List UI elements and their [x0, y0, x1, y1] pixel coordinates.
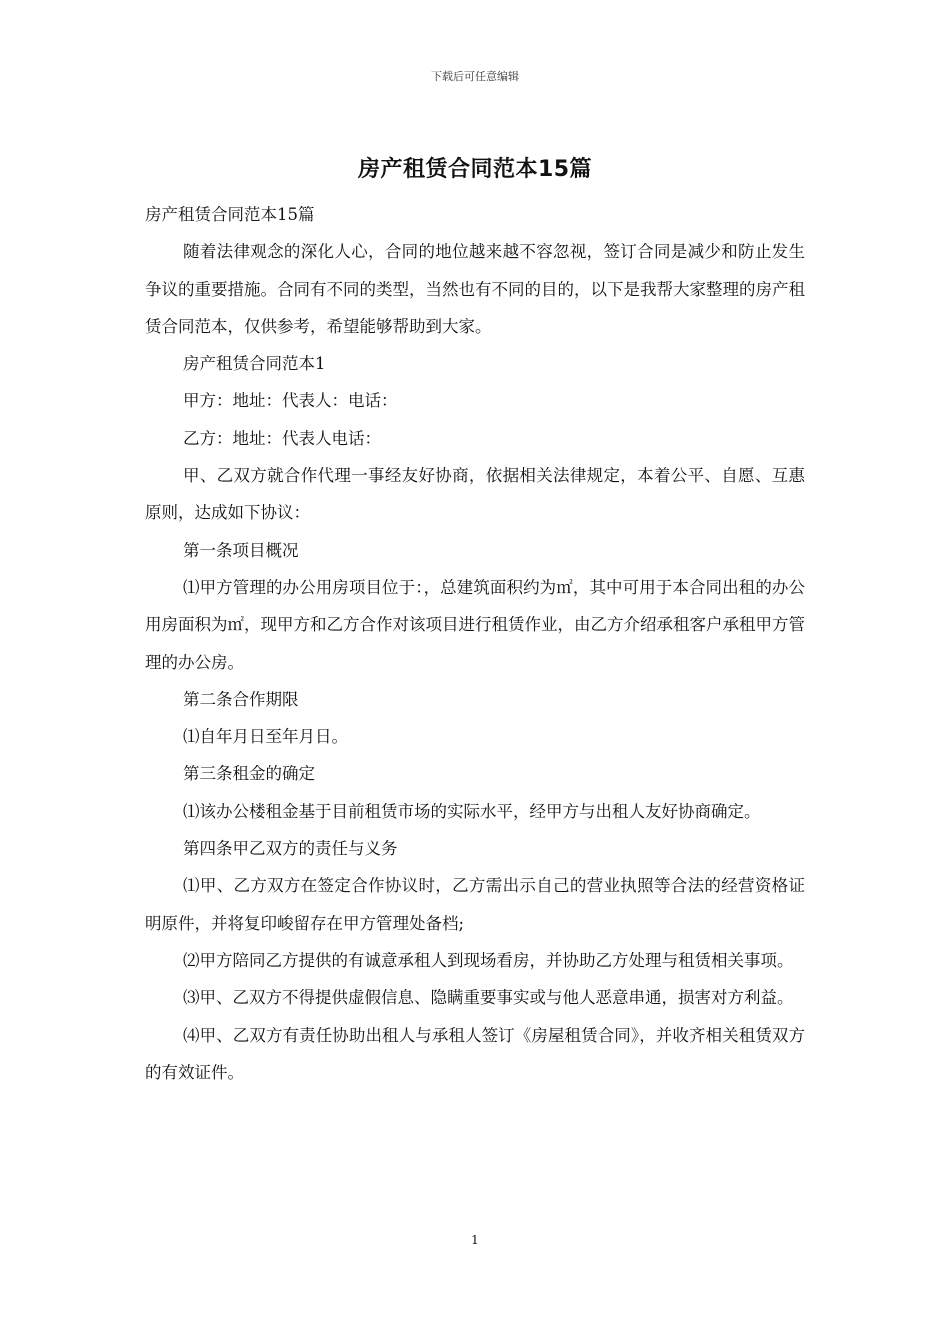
document-body: [145, 196, 805, 1091]
body-paragraph: 房产租赁合同范本1: [183, 354, 326, 374]
body-paragraph: 甲、乙双方就合作代理一事经友好协商，依据相关法律规定，本着公平、自愿、互惠原则，达成如下协议：: [145, 466, 805, 523]
body-paragraph: 第二条合作期限: [183, 689, 299, 709]
body-paragraph: ⑴该办公楼租金基于目前租赁市场的实际水平，经甲方与出租人友好协商确定。: [183, 801, 761, 821]
body-paragraph: 房产租赁合同范本15篇: [145, 205, 315, 224]
page-header-note: 下载后可任意编辑: [431, 70, 519, 83]
body-paragraph: 第四条甲乙双方的责任与义务: [183, 839, 398, 859]
body-paragraph: 第一条项目概况: [183, 540, 299, 560]
page-number: 1: [471, 1233, 479, 1247]
body-paragraph: ⑴甲、乙方双方在签定合作协议时，乙方需出示自己的营业执照等合法的经营资格证明原件，并将复印峻留存在甲方管理处备档;: [145, 876, 805, 933]
body-paragraph: 甲方：地址：代表人：电话：: [183, 391, 398, 411]
body-paragraph: ⑵甲方陪同乙方提供的有诚意承租人到现场看房，并协助乙方处理与租赁相关事项。: [183, 950, 794, 970]
body-paragraph: 乙方：地址：代表人电话：: [183, 428, 381, 448]
body-paragraph: 第三条租金的确定: [183, 764, 315, 784]
document-title: 房产租赁合同范本15篇: [357, 157, 593, 182]
body-paragraph: ⑴甲方管理的办公用房项目位于：，总建筑面积约为㎡，其中可用于本合同出租的办公用房面积为㎡，现甲方和乙方合作对该项目进行租赁作业，由乙方介绍承租客户承租甲方管理的办公房。: [145, 577, 805, 672]
body-paragraph: ⑷甲、乙双方有责任协助出租人与承租人签订《房屋租赁合同》，并收齐相关租赁双方的有效证件。: [145, 1025, 805, 1082]
body-paragraph: 随着法律观念的深化人心，合同的地位越来越不容忽视，签订合同是减少和防止发生争议的重要措施。合同有不同的类型，当然也有不同的目的，以下是我帮大家整理的房产租赁合同范本，仅供参考，希望能够帮助到大家。: [145, 242, 805, 336]
body-paragraph: ⑴自年月日至年月日。: [183, 727, 348, 747]
body-paragraph: ⑶甲、乙双方不得提供虚假信息、隐瞒重要事实或与他人恶意串通，损害对方利益。: [183, 988, 794, 1008]
